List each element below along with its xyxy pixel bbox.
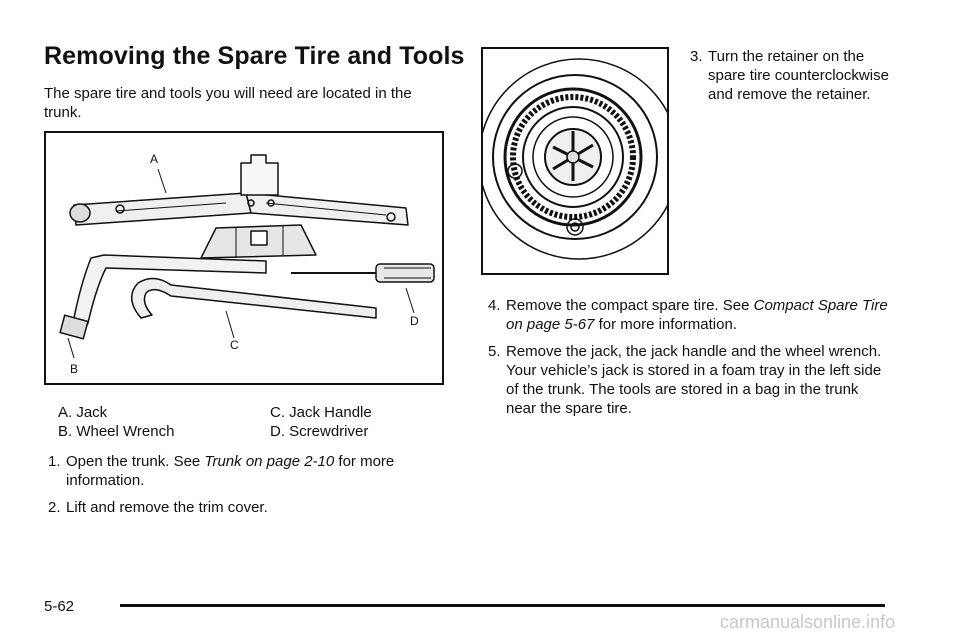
step-5	[488, 342, 888, 418]
figure-legend	[58, 403, 438, 441]
watermark: carmanualsonline.info	[720, 612, 896, 632]
steps-right-top	[690, 47, 890, 112]
callout-c: C	[230, 338, 239, 352]
step-number: 3.	[690, 48, 703, 65]
step-text-part: Open the trunk. See	[66, 453, 205, 470]
step-4	[488, 296, 888, 334]
steps-left-column	[48, 452, 438, 525]
legend-row	[58, 422, 438, 441]
step-1	[48, 452, 438, 490]
step-number: 4.	[488, 297, 501, 314]
step-2	[48, 498, 438, 517]
callout-b: B	[70, 362, 79, 376]
step-3	[690, 47, 890, 104]
cross-reference-link[interactable]: Compact Spare Tire on page 5-67	[506, 297, 888, 333]
step-number: 1.	[48, 453, 61, 470]
legend-row	[58, 403, 438, 422]
callout-d: D	[410, 314, 419, 328]
page-number: 5-62	[44, 598, 75, 615]
step-text-part: for more information.	[66, 453, 395, 489]
intro-paragraph: The spare tire and tools you will need are located in the trunk.	[44, 85, 412, 121]
legend-item-jack-handle: C. Jack Handle	[270, 404, 372, 421]
bolt-left	[508, 164, 522, 178]
step-number: 5.	[488, 343, 501, 360]
jack-saddle	[241, 155, 278, 195]
step-number: 2.	[48, 499, 61, 516]
step-text-part: for more information.	[594, 316, 737, 333]
step-text	[506, 296, 888, 334]
step-text: Remove the jack, the jack handle and the wheel wrench. Your vehicle’s jack is stored in a foam tray in the left side of the trunk. The tools are stored in a bag in the trunk near the spare tire.	[506, 343, 882, 417]
step-text	[66, 452, 438, 490]
step-text: Turn the retainer on the spare tire counterclockwise and remove the retainer.	[708, 48, 889, 103]
jack-tools-drawing	[46, 133, 442, 383]
step-text-part: Remove the compact spare tire. See	[506, 297, 754, 314]
jack-screw-end	[70, 204, 90, 222]
bolt-bottom	[567, 219, 583, 235]
legend-item-screwdriver: D. Screwdriver	[270, 423, 369, 440]
spare-tire-drawing	[483, 49, 667, 273]
callout-a: A	[150, 152, 159, 166]
legend-item-jack: A. Jack	[58, 404, 108, 421]
legend-item-wheel-wrench: B. Wheel Wrench	[58, 423, 175, 440]
footer-rule	[120, 604, 885, 607]
jack-arm-left	[74, 193, 251, 225]
steps-right-column	[488, 296, 888, 426]
cross-reference-link[interactable]: Trunk on page 2-10	[204, 453, 335, 470]
jack-handle	[132, 278, 376, 318]
jack-tools-illustration	[44, 131, 444, 385]
page-title: Removing the Spare Tire and Tools	[44, 42, 465, 70]
step-text: Lift and remove the trim cover.	[66, 499, 268, 516]
spare-tire-illustration	[481, 47, 669, 275]
